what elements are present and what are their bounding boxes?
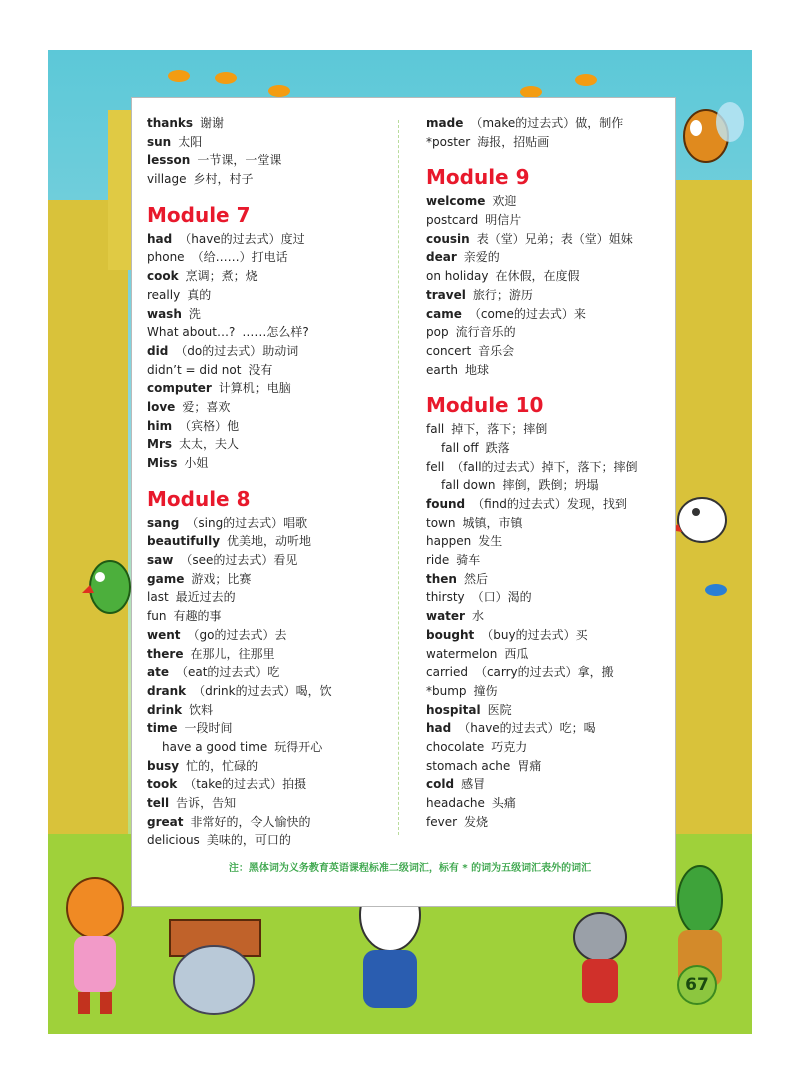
english-word: didn’t = did not [147, 362, 242, 377]
chinese-meaning: 旅行；游历 [472, 287, 533, 302]
english-word: lesson [147, 153, 191, 168]
chinese-meaning: 表（堂）兄弟；表（堂）姐妹 [476, 231, 633, 246]
vocabulary-entry [426, 719, 676, 738]
module-heading: Module 10 [426, 393, 544, 418]
english-word: hospital [426, 702, 481, 717]
vocabulary-entry [426, 588, 676, 607]
english-word: computer [147, 381, 212, 396]
vocabulary-entry [426, 663, 676, 682]
chinese-meaning: 有趣的事 [173, 609, 222, 624]
vocabulary-entry [426, 305, 676, 324]
chinese-meaning: 掉下，落下；摔倒 [451, 422, 548, 437]
chinese-meaning: 发烧 [464, 814, 489, 829]
english-word: fall [426, 422, 445, 437]
vocabulary-entry [147, 379, 395, 398]
vocabulary-entry [426, 420, 676, 439]
chinese-meaning: ……怎么样? [242, 325, 309, 340]
footnote: 注：黑体词为义务教育英语课程标准二级词汇，标有 * 的词为五级词汇表外的词汇 [228, 863, 592, 874]
chinese-meaning: 乡村，村子 [193, 172, 254, 187]
module-heading: Module 8 [147, 486, 251, 511]
vocabulary-entry [147, 454, 395, 473]
wolf-illustration [560, 905, 640, 1015]
vocabulary-entry [426, 775, 676, 794]
vocabulary-entry [147, 114, 395, 133]
vocabulary-entry [147, 701, 395, 720]
english-word: sang [147, 515, 180, 530]
english-word: found [426, 497, 466, 511]
vocabulary-entry [147, 323, 395, 342]
vocabulary-entry [426, 645, 676, 664]
chinese-meaning: （drink的过去式）喝，饮 [193, 683, 332, 698]
elephant-illustration [150, 900, 280, 1020]
chinese-meaning: （buy的过去式）买 [481, 627, 588, 642]
chinese-meaning: 跌落 [485, 440, 510, 455]
vocabulary-entry [426, 361, 676, 380]
english-word: fun [147, 609, 167, 624]
vocabulary-entry [426, 813, 676, 832]
vocabulary-entry [147, 133, 395, 152]
english-word: carried [426, 665, 468, 680]
chinese-meaning: 太阳 [178, 134, 203, 149]
english-word: welcome [426, 194, 486, 209]
english-word: Mrs [147, 437, 173, 452]
chinese-meaning: 明信片 [485, 213, 522, 228]
bird-illustration [670, 490, 730, 550]
chinese-meaning: 医院 [487, 702, 512, 717]
vocabulary-entry [426, 701, 676, 720]
chinese-meaning: （make的过去式）做，制作 [470, 116, 624, 130]
english-word: town [426, 515, 456, 530]
english-word: delicious [147, 833, 200, 848]
english-word: had [147, 231, 173, 246]
english-word: bought [426, 627, 475, 642]
vocabulary-entry [426, 192, 676, 211]
page-number: 67 [677, 965, 717, 1005]
chinese-meaning: 音乐会 [478, 343, 515, 358]
vocabulary-entry [147, 588, 395, 607]
vocabulary-entry [147, 398, 395, 417]
english-word: fever [426, 814, 458, 829]
chinese-meaning: （carry的过去式）拿，搬 [474, 665, 614, 680]
vocabulary-entry [426, 267, 676, 286]
chinese-meaning: 骑车 [456, 553, 481, 568]
vocabulary-entry [147, 342, 395, 361]
english-word: postcard [426, 213, 479, 228]
chinese-meaning: （fall的过去式）掉下，落下；摔倒 [451, 459, 638, 474]
fox-illustration [60, 868, 130, 1018]
chinese-meaning: 爱；喜欢 [182, 399, 231, 414]
english-word: great [147, 814, 184, 829]
english-word: cousin [426, 231, 470, 246]
vocabulary-entry [147, 570, 395, 589]
vocabulary-entry [147, 607, 395, 626]
vocabulary-entry [426, 286, 676, 305]
vocabulary-entry [147, 663, 395, 682]
vocabulary-entry [147, 170, 395, 189]
chinese-meaning: 巧克力 [491, 739, 528, 754]
vocabulary-entry [426, 682, 676, 701]
english-word: sun [147, 134, 172, 149]
chinese-meaning: 亲爱的 [463, 250, 500, 265]
vocabulary-entry [147, 230, 395, 249]
english-word: on holiday [426, 269, 489, 284]
chinese-meaning: （have的过去式）度过 [179, 231, 305, 246]
english-word: headache [426, 796, 485, 810]
english-word: thanks [147, 116, 194, 130]
bee-illustration [668, 92, 746, 172]
english-word: last [147, 590, 169, 605]
english-word: cook [147, 269, 179, 284]
english-word: did [147, 343, 169, 358]
chinese-meaning: 太太，夫人 [179, 437, 240, 452]
chinese-meaning: 忙的，忙碌的 [186, 758, 259, 773]
background-building-left [48, 200, 128, 900]
fish-illustration [705, 584, 727, 596]
chinese-meaning: 在休假，在度假 [495, 269, 580, 284]
vocabulary-left-column [147, 114, 395, 850]
chinese-meaning: 一节课，一堂课 [197, 153, 282, 168]
chinese-meaning: （have的过去式）吃；喝 [458, 721, 596, 736]
chinese-meaning: （come的过去式）来 [468, 306, 586, 321]
chinese-meaning: 海报，招贴画 [477, 134, 550, 149]
english-word: dear [426, 250, 457, 265]
vocabulary-entry [147, 626, 395, 645]
chinese-meaning: 饮料 [189, 702, 214, 717]
english-word: came [426, 306, 462, 321]
chinese-meaning: 流行音乐的 [455, 325, 516, 340]
english-word: concert [426, 343, 472, 358]
english-word: went [147, 627, 181, 642]
english-word: drink [147, 702, 183, 717]
chinese-meaning: 在那儿，往那里 [190, 646, 275, 661]
english-word: ride [426, 553, 450, 568]
english-word: ate [147, 665, 169, 680]
chinese-meaning: 然后 [463, 571, 488, 586]
english-word: *poster [426, 134, 471, 149]
english-word: had [426, 721, 452, 736]
fish-illustration [268, 85, 290, 97]
chinese-meaning: 真的 [187, 287, 212, 302]
chinese-meaning: 洗 [188, 306, 201, 321]
chinese-meaning: 游戏；比赛 [191, 571, 252, 586]
chinese-meaning: （sing的过去式）唱歌 [186, 515, 308, 530]
vocabulary-entry [147, 305, 395, 324]
english-word: pop [426, 325, 449, 340]
vocabulary-entry [147, 435, 395, 454]
chinese-meaning: 优美地，动听地 [227, 534, 312, 549]
english-word: phone [147, 250, 185, 265]
chinese-meaning: 计算机；电脑 [218, 381, 291, 396]
vocabulary-entry [147, 361, 395, 380]
vocabulary-entry [426, 738, 676, 757]
chinese-meaning: 最近过去的 [175, 590, 236, 605]
english-word: earth [426, 362, 458, 377]
vocabulary-entry [147, 532, 395, 551]
chinese-meaning: 美味的，可口的 [206, 833, 291, 848]
chinese-meaning: 撞伤 [473, 683, 498, 698]
chinese-meaning: 烹调；煮；烧 [185, 269, 258, 284]
english-word: chocolate [426, 739, 485, 754]
chinese-meaning: 摔倒，跌倒；坍塌 [502, 478, 599, 493]
vocabulary-entry [147, 738, 395, 757]
vocabulary-entry [426, 570, 676, 589]
english-word: stomach ache [426, 758, 511, 773]
english-word: there [147, 646, 184, 661]
chinese-meaning: 一段时间 [184, 721, 233, 736]
chinese-meaning: （宾格）他 [179, 418, 240, 433]
chinese-meaning: 西瓜 [504, 646, 529, 661]
vocabulary-entry [426, 342, 676, 361]
vocabulary-entry [147, 267, 395, 286]
vocabulary-entry [426, 757, 676, 776]
vocabulary-entry [426, 211, 676, 230]
vocabulary-entry [426, 532, 676, 551]
module-heading: Module 9 [426, 165, 530, 190]
chinese-meaning: 地球 [464, 362, 489, 377]
chinese-meaning: 发生 [478, 534, 503, 549]
english-word: thirsty [426, 590, 465, 605]
chinese-meaning: 水 [471, 609, 484, 624]
vocabulary-entry [426, 514, 676, 533]
vocabulary-entry [426, 794, 676, 813]
english-word: really [147, 287, 181, 302]
vocabulary-entry [147, 514, 395, 533]
vocabulary-entry [147, 794, 395, 813]
english-word: drank [147, 683, 187, 698]
vocabulary-entry [147, 831, 395, 850]
chinese-meaning: （eat的过去式）吃 [175, 665, 280, 680]
english-word: fall down [441, 478, 496, 493]
chinese-meaning: 城镇，市镇 [462, 515, 523, 530]
vocabulary-entry [426, 495, 676, 514]
vocabulary-entry [426, 248, 676, 267]
chinese-meaning: （see的过去式）看见 [180, 553, 298, 568]
vocabulary-entry [426, 133, 676, 152]
vocabulary-entry [147, 248, 395, 267]
chinese-meaning: 头痛 [491, 796, 516, 810]
chinese-meaning: 小姐 [184, 456, 209, 470]
english-word: have a good time [162, 739, 268, 754]
vocabulary-entry [147, 286, 395, 305]
chinese-meaning: 告诉，告知 [176, 796, 237, 810]
vocabulary-entry [147, 682, 395, 701]
english-word: then [426, 571, 457, 586]
english-word: village [147, 172, 187, 187]
english-word: saw [147, 553, 174, 568]
english-word: took [147, 777, 178, 792]
module-heading: Module 7 [147, 202, 251, 227]
english-word: water [426, 609, 465, 624]
english-word: beautifully [147, 534, 221, 549]
chinese-meaning: （find的过去式）发现，找到 [472, 497, 627, 511]
english-word: tell [147, 796, 170, 810]
fish-illustration [575, 74, 597, 86]
vocabulary-entry [147, 151, 395, 170]
english-word: *bump [426, 683, 467, 698]
vocabulary-entry [426, 551, 676, 570]
chinese-meaning: （do的过去式）助动词 [175, 343, 299, 358]
chinese-meaning: 非常好的，令人愉快的 [190, 814, 311, 829]
vocabulary-entry [147, 551, 395, 570]
chinese-meaning: 没有 [248, 362, 273, 377]
fish-illustration [168, 70, 190, 82]
english-word: cold [426, 777, 455, 792]
vocabulary-entry [147, 645, 395, 664]
vocabulary-entry [426, 439, 676, 458]
english-word: made [426, 116, 464, 130]
vocabulary-entry [147, 775, 395, 794]
vocabulary-entry [147, 757, 395, 776]
vocabulary-entry [426, 476, 676, 495]
english-word: love [147, 399, 176, 414]
chinese-meaning: 欢迎 [492, 194, 517, 209]
english-word: happen [426, 534, 472, 549]
chinese-meaning: 感冒 [461, 777, 486, 792]
english-word: What about…? [147, 325, 236, 340]
english-word: fall off [441, 440, 479, 455]
vocabulary-right-column [426, 114, 676, 831]
chinese-meaning: （go的过去式）去 [187, 627, 287, 642]
english-word: time [147, 721, 178, 736]
vocabulary-entry [426, 230, 676, 249]
chinese-meaning: 胃痛 [517, 758, 542, 773]
vocabulary-entry [147, 813, 395, 832]
english-word: watermelon [426, 646, 498, 661]
vocabulary-entry [426, 114, 676, 133]
english-word: game [147, 571, 185, 586]
chinese-meaning: （给……）打电话 [191, 250, 288, 265]
chinese-meaning: （口）渴的 [471, 590, 532, 605]
chinese-meaning: 玩得开心 [274, 739, 323, 754]
fish-illustration [215, 72, 237, 84]
english-word: wash [147, 306, 182, 321]
english-word: travel [426, 287, 466, 302]
vocabulary-entry [147, 417, 395, 436]
english-word: fell [426, 459, 445, 474]
chinese-meaning: （take的过去式）拍摄 [184, 777, 307, 792]
vocabulary-entry [426, 458, 676, 477]
column-divider [398, 120, 399, 835]
chinese-meaning: 谢谢 [200, 116, 225, 130]
vocabulary-entry [426, 323, 676, 342]
english-word: Miss [147, 456, 178, 470]
vocabulary-entry [147, 719, 395, 738]
english-word: busy [147, 758, 180, 773]
vocabulary-entry [426, 607, 676, 626]
english-word: him [147, 418, 173, 433]
vocabulary-entry [426, 626, 676, 645]
